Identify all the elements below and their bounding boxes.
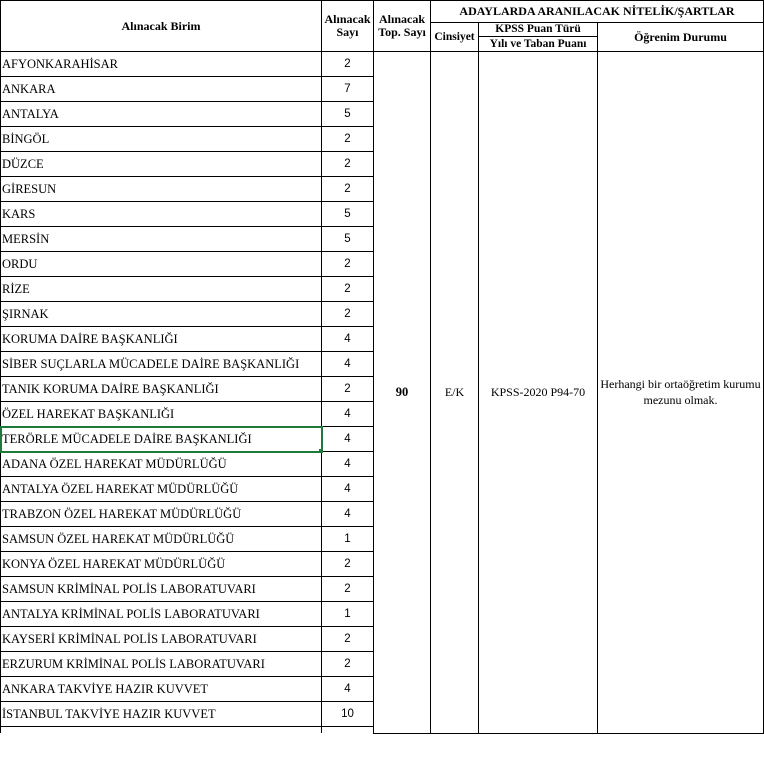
count-cell[interactable]: 4 xyxy=(322,502,374,527)
count-cell[interactable]: 2 xyxy=(322,377,374,402)
unit-cell[interactable]: SAMSUN KRİMİNAL POLİS LABORATUVARI xyxy=(1,577,322,602)
count-cell[interactable]: 5 xyxy=(322,202,374,227)
unit-cell[interactable]: ANTALYA xyxy=(1,102,322,127)
count-cell[interactable]: 4 xyxy=(322,427,374,452)
header-kpss-score[interactable]: Yılı ve Taban Puanı xyxy=(479,37,598,52)
fill-handle[interactable] xyxy=(319,449,322,452)
count-cell[interactable]: 4 xyxy=(322,402,374,427)
count-cell[interactable]: 2 xyxy=(322,277,374,302)
count-cell[interactable]: 1 xyxy=(322,602,374,627)
count-cell[interactable]: 2 xyxy=(322,577,374,602)
header-count[interactable]: Alınacak Sayı xyxy=(322,1,374,52)
count-cell[interactable]: 5 xyxy=(322,227,374,252)
count-cell[interactable]: 2 xyxy=(322,552,374,577)
count-cell[interactable]: 7 xyxy=(322,77,374,102)
count-cell[interactable]: 4 xyxy=(322,677,374,702)
unit-cell[interactable]: KORUMA DAİRE BAŞKANLIĞI xyxy=(1,327,322,352)
unit-cell[interactable]: KONYA ÖZEL HAREKAT MÜDÜRLÜĞÜ xyxy=(1,552,322,577)
count-cell[interactable]: 4 xyxy=(322,477,374,502)
unit-cell[interactable]: ÖZEL HAREKAT BAŞKANLIĞI xyxy=(1,402,322,427)
header-education[interactable]: Öğrenim Durumu xyxy=(598,23,764,52)
total-cell[interactable]: 90 xyxy=(374,52,431,734)
table-body xyxy=(1,52,764,734)
kpss-cell[interactable]: KPSS-2020 P94-70 xyxy=(479,52,598,734)
education-cell[interactable]: Herhangi bir ortaöğretim kurumu mezunu olmak. xyxy=(598,52,764,734)
empty-cell[interactable] xyxy=(322,727,374,734)
unit-cell[interactable]: AFYONKARAHİSAR xyxy=(1,52,322,77)
header-gender[interactable]: Cinsiyet xyxy=(431,23,479,52)
unit-cell[interactable]: RİZE xyxy=(1,277,322,302)
empty-cell[interactable] xyxy=(1,727,322,734)
unit-cell[interactable]: KARS xyxy=(1,202,322,227)
unit-cell[interactable]: TRABZON ÖZEL HAREKAT MÜDÜRLÜĞÜ xyxy=(1,502,322,527)
unit-cell[interactable]: DÜZCE xyxy=(1,152,322,177)
unit-cell[interactable]: ORDU xyxy=(1,252,322,277)
count-cell[interactable]: 4 xyxy=(322,327,374,352)
header-kpss-type[interactable]: KPSS Puan Türü xyxy=(479,23,598,37)
count-cell[interactable]: 2 xyxy=(322,177,374,202)
count-cell[interactable]: 2 xyxy=(322,627,374,652)
header-total[interactable]: Alınacak Top. Sayı xyxy=(374,1,431,52)
unit-cell[interactable]: SAMSUN ÖZEL HAREKAT MÜDÜRLÜĞÜ xyxy=(1,527,322,552)
gender-cell[interactable]: E/K xyxy=(431,52,479,734)
count-cell[interactable]: 2 xyxy=(322,252,374,277)
unit-cell[interactable]: MERSİN xyxy=(1,227,322,252)
unit-cell[interactable]: SİBER SUÇLARLA MÜCADELE DAİRE BAŞKANLIĞI xyxy=(1,352,322,377)
unit-cell[interactable]: ANKARA xyxy=(1,77,322,102)
unit-cell[interactable]: TANIK KORUMA DAİRE BAŞKANLIĞI xyxy=(1,377,322,402)
count-cell[interactable]: 2 xyxy=(322,652,374,677)
count-cell[interactable]: 2 xyxy=(322,152,374,177)
table-row xyxy=(1,52,764,77)
header-requirements[interactable]: ADAYLARDA ARANILACAK NİTELİK/ŞARTLAR xyxy=(431,1,764,23)
header-unit[interactable]: Alınacak Birim xyxy=(1,1,322,52)
count-cell[interactable]: 1 xyxy=(322,527,374,552)
unit-cell[interactable]: ANTALYA ÖZEL HAREKAT MÜDÜRLÜĞÜ xyxy=(1,477,322,502)
unit-cell[interactable]: İSTANBUL TAKVİYE HAZIR KUVVET xyxy=(1,702,322,727)
unit-cell[interactable]: ERZURUM KRİMİNAL POLİS LABORATUVARI xyxy=(1,652,322,677)
count-cell[interactable]: 4 xyxy=(322,452,374,477)
count-cell[interactable]: 4 xyxy=(322,352,374,377)
unit-cell[interactable]: ANTALYA KRİMİNAL POLİS LABORATUVARI xyxy=(1,602,322,627)
unit-cell[interactable]: GİRESUN xyxy=(1,177,322,202)
unit-cell[interactable]: KAYSERİ KRİMİNAL POLİS LABORATUVARI xyxy=(1,627,322,652)
unit-cell[interactable]: ANKARA TAKVİYE HAZIR KUVVET xyxy=(1,677,322,702)
count-cell[interactable]: 2 xyxy=(322,52,374,77)
count-cell[interactable]: 2 xyxy=(322,302,374,327)
count-cell[interactable]: 5 xyxy=(322,102,374,127)
unit-cell[interactable]: ŞIRNAK xyxy=(1,302,322,327)
unit-cell[interactable]: BİNGÖL xyxy=(1,127,322,152)
unit-cell[interactable]: ADANA ÖZEL HAREKAT MÜDÜRLÜĞÜ xyxy=(1,452,322,477)
count-cell[interactable]: 2 xyxy=(322,127,374,152)
unit-cell[interactable]: TERÖRLE MÜCADELE DAİRE BAŞKANLIĞI xyxy=(1,427,322,452)
count-cell[interactable]: 10 xyxy=(322,702,374,727)
